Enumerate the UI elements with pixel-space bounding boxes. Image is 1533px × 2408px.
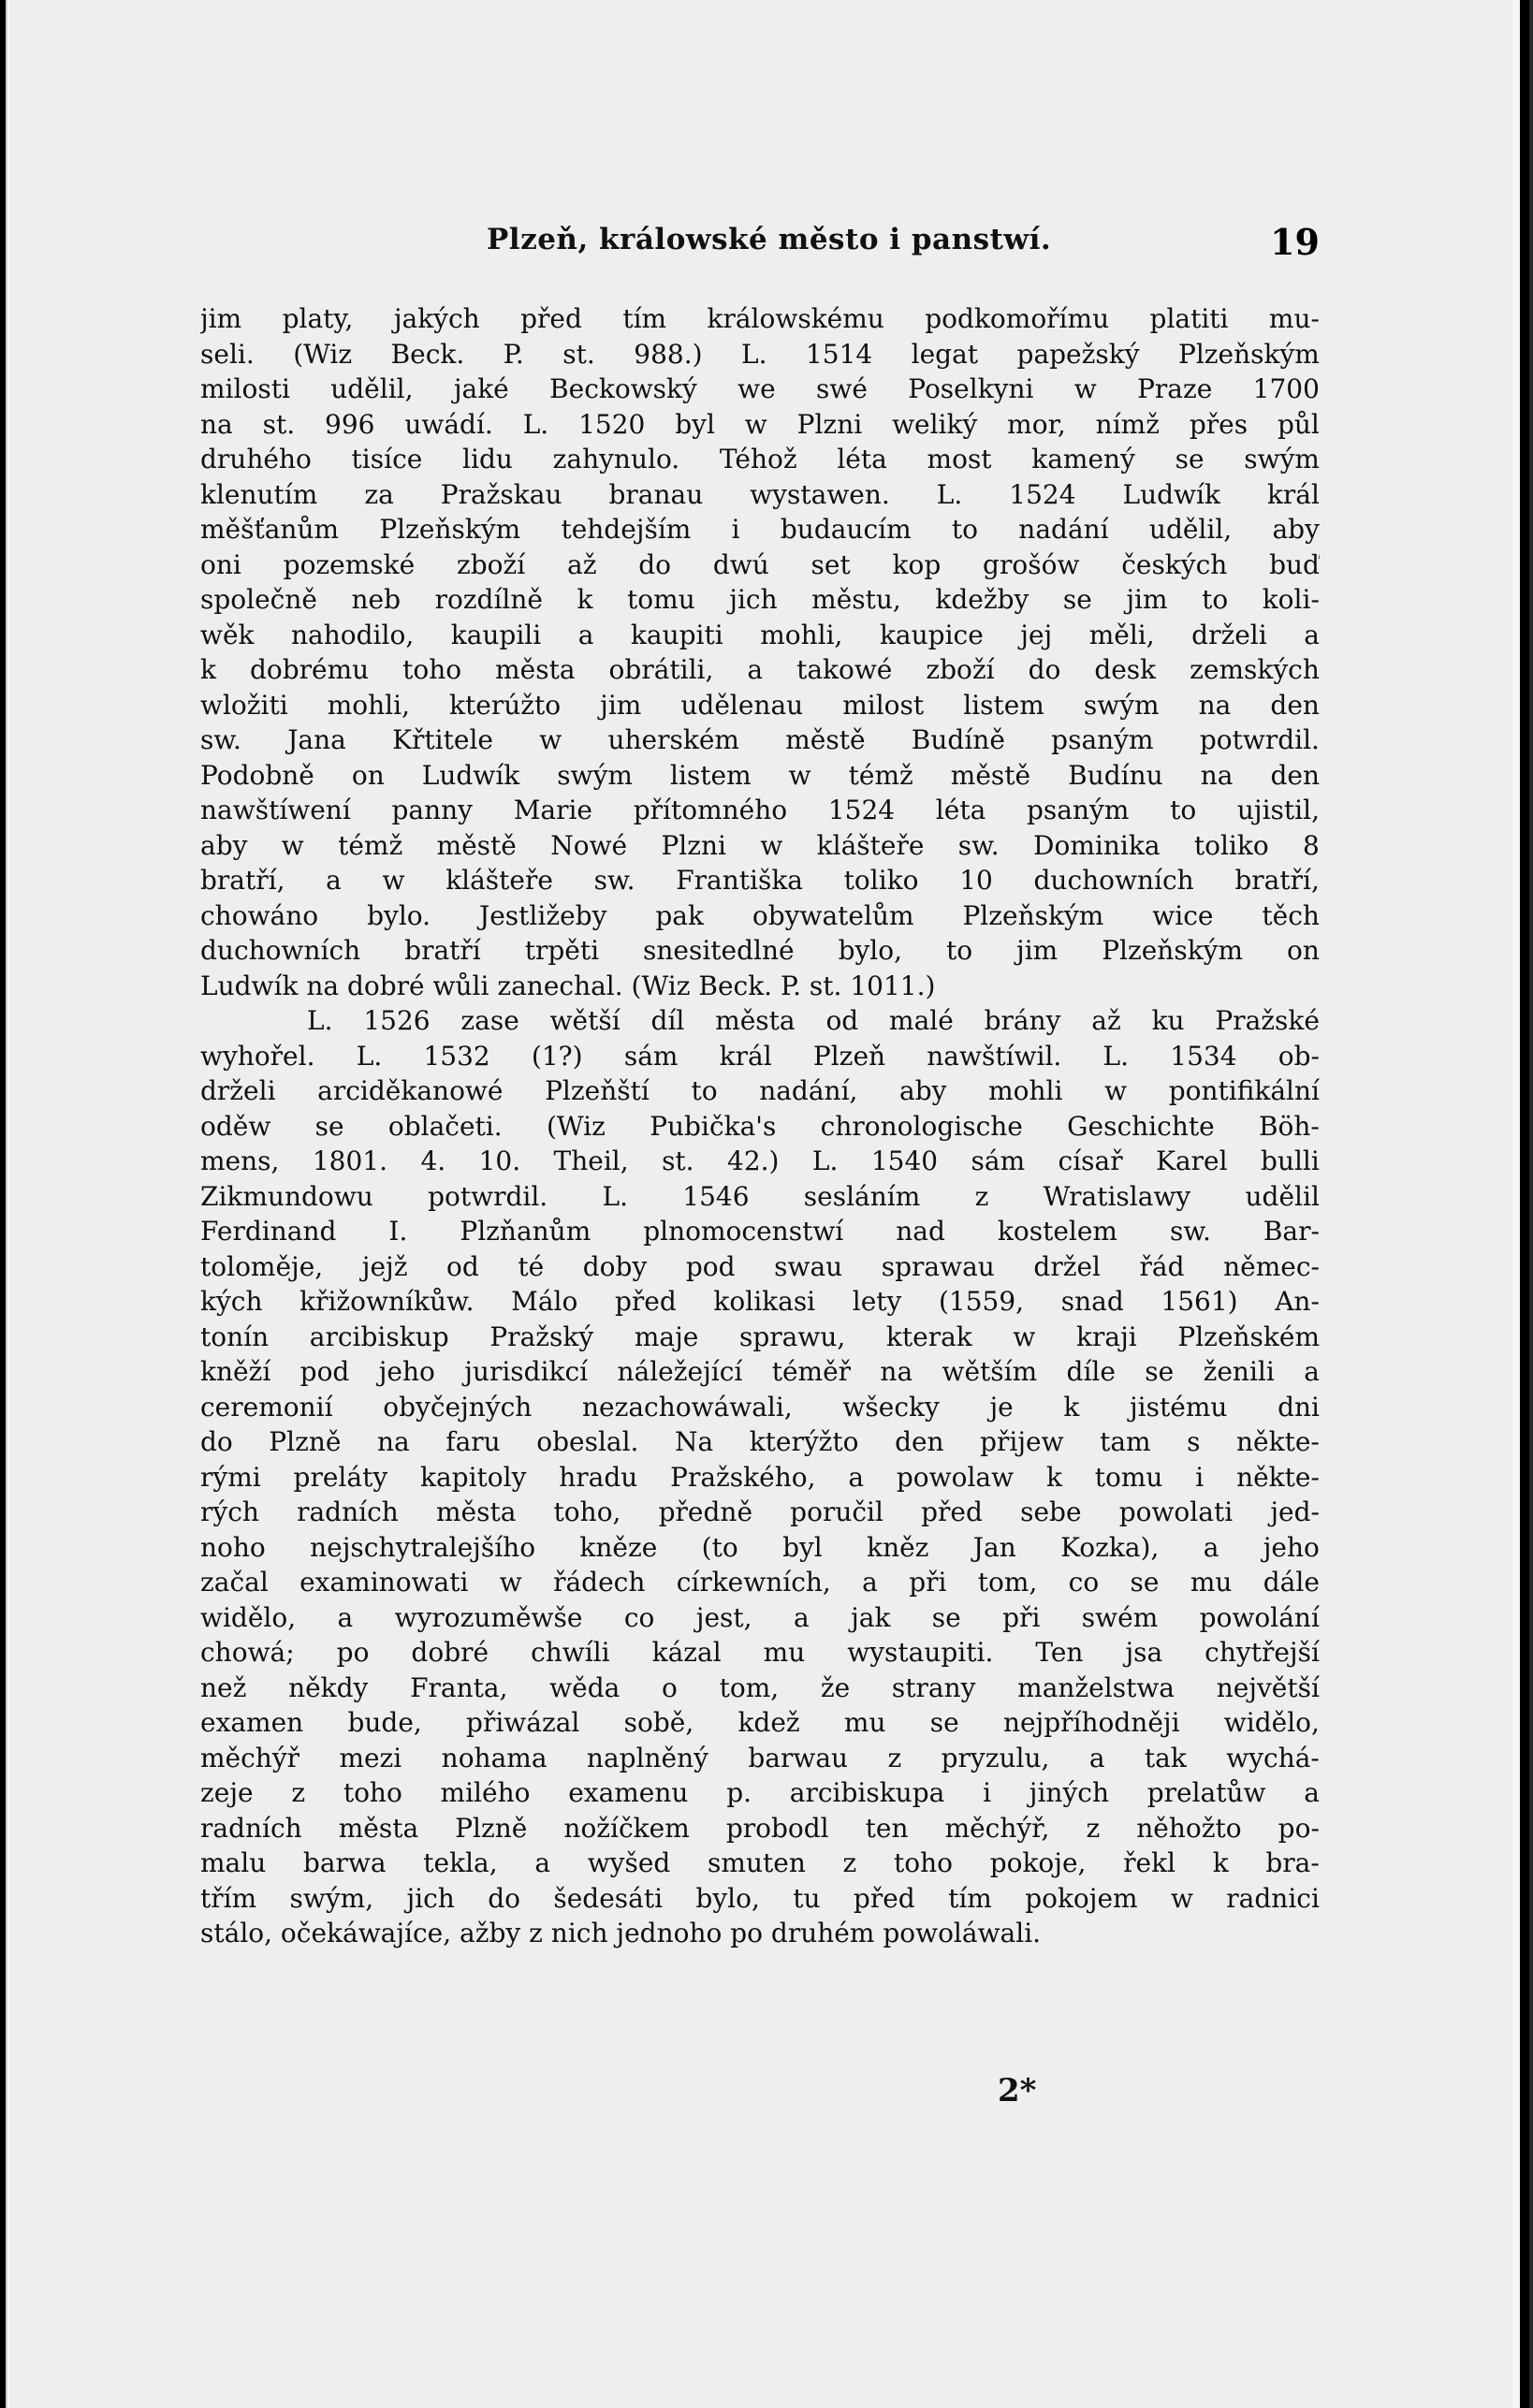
text-line: bratří, a w klášteře sw. Františka toliko 10 duchowních bratří,	[200, 865, 1320, 896]
text-line: zeje z toho milého examenu p. arcibiskupa i jiných prelatůw a	[200, 1777, 1320, 1808]
text-line: do Plzně na faru obeslal. Na kterýžto den přijew tam s někte-	[200, 1426, 1320, 1457]
text-line: začal examinowati w řádech církewních, a při tom, co se mu dále	[200, 1567, 1320, 1598]
paragraph-start-line: L. 1526 zase wětší díl města od malé brány až ku Pražské	[307, 1005, 1320, 1036]
text-line: rými preláty kapitoly hradu Pražského, a powolaw k tomu i někte-	[200, 1461, 1320, 1493]
text-line: kých křižowníkůw. Málo před kolikasi lety (1559, snad 1561) An-	[200, 1286, 1320, 1317]
printer-signature-mark: 2*	[998, 2072, 1037, 2109]
text-line: klenutím za Pražskau branau wystawen. L. 1524 Ludwík král	[200, 478, 1320, 510]
text-line: kněží pod jeho jurisdikcí náležející téměř na wětším díle se ženili a	[200, 1356, 1320, 1387]
text-line: widělo, a wyrozuměwše co jest, a jak se při swém powolání	[200, 1601, 1320, 1633]
text-line: měchýř mezi nohama naplněný barwau z pryzulu, a tak wychá-	[200, 1742, 1320, 1773]
text-line: rých radních města toho, předně poručil před sebe powolati jed-	[200, 1496, 1320, 1527]
paragraph-end-line: stálo, očekáwajíce, ažby z nich jednoho po druhém powoláwali.	[200, 1918, 1042, 1948]
text-line: jim platy, jakých před tím králowskému podkomořímu platiti mu-	[200, 303, 1320, 334]
text-line: třím swým, jich do šedesáti bylo, tu před tím pokojem w radnici	[200, 1882, 1320, 1914]
running-head: Plzeň, králowské město i panstwí.	[487, 223, 1052, 256]
text-line: noho nejschytralejšího kněze (to byl kněz Jan Kozka), a jeho	[200, 1531, 1320, 1563]
text-line: než někdy Franta, wěda o tom, že strany manželstwa největší	[200, 1671, 1320, 1703]
text-line: oděw se oblačeti. (Wiz Pubička's chronologische Geschichte Böh-	[200, 1110, 1320, 1142]
text-line: tonín arcibiskup Pražský maje sprawu, kterak w kraji Plzeňském	[200, 1321, 1320, 1352]
text-line: nawštíwení panny Marie přítomného 1524 léta psaným to ujistil,	[200, 795, 1320, 825]
text-line: wložiti mohli, kterúžto jim udělenau milost listem swým na den	[200, 689, 1320, 721]
body-text	[200, 301, 1320, 1951]
text-line: tolomějе, jejž od té doby pod swau sprawau držel řád němec-	[200, 1250, 1320, 1282]
text-line: examen bude, přiwázal sobě, kdež mu se nejpříhodněji widělo,	[200, 1707, 1320, 1738]
text-line: na st. 996 uwádí. L. 1520 byl w Plzni weliký mor, nímž přes půl	[200, 408, 1320, 440]
scan-left-edge	[0, 0, 9, 2408]
scan-right-edge	[1512, 0, 1533, 2408]
text-line: Zikmundowu potwrdil. L. 1546 sesláním z Wratislawy udělil	[200, 1180, 1320, 1212]
text-line: seli. (Wiz Beck. P. st. 988.) L. 1514 legat papežský Plzeňským	[200, 338, 1320, 370]
page-number: 19	[1270, 221, 1320, 263]
text-line: měšťanům Plzeňským tehdejším i budaucím to nadání udělil, aby	[200, 514, 1320, 545]
text-line: radních města Plzně nožíčkem probodl ten měchýř, z něhožto po-	[200, 1812, 1320, 1844]
text-line: wyhořel. L. 1532 (1?) sám král Plzeň nawštíwil. L. 1534 ob-	[200, 1040, 1320, 1072]
text-line: společně neb rozdílně k tomu jich městu, kdežby se jim to koli-	[200, 584, 1320, 615]
text-line: oni pozemské zboží až do dwú set kop grošów českých buď	[200, 548, 1320, 580]
text-line: k dobrému toho města obrátili, a takowé zboží do desk zemských	[200, 654, 1320, 685]
text-line: Ferdinand I. Plzňanům plnomocenstwí nad kostelem sw. Bar-	[200, 1216, 1320, 1247]
text-line: aby w témž městě Nowé Plzni w klášteře sw. Dominika toliko 8	[200, 829, 1320, 861]
text-line: Podobně on Ludwík swým listem w témž městě Budínu na den	[200, 759, 1320, 791]
text-line: malu barwa tekla, a wyšed smuten z toho pokoje, řekl k bra-	[200, 1847, 1320, 1878]
text-line: ceremonií obyčejných nezachowáwali, wšecky je k jistému dni	[200, 1391, 1320, 1423]
page-header	[200, 223, 1320, 279]
text-line: drželi arciděkanowé Plzeňští to nadání, aby mohli w pontifikální	[200, 1075, 1320, 1106]
text-line: chowá; po dobré chwíli kázal mu wystaupiti. Ten jsa chytřejší	[200, 1637, 1320, 1668]
text-line: wěk nahodilo, kaupili a kaupiti mohli, kaupice jej měli, drželi a	[200, 619, 1320, 650]
text-line: sw. Jana Křtitele w uherském městě Budíně psaným potwrdil.	[200, 724, 1320, 755]
text-line: milosti udělil, jaké Beckowský we swé Poselkyni w Praze 1700	[200, 373, 1320, 404]
text-line: duchowních bratří trpěti snesitedlné bylo, to jim Plzeňským on	[200, 935, 1320, 966]
text-line: chowáno bylo. Jestližeby pak obywatelům Plzeňským wice těch	[200, 899, 1320, 931]
text-line: mens, 1801. 4. 10. Theil, st. 42.) L. 1540 sám císař Karel bulli	[200, 1146, 1320, 1176]
paragraph-end-line: Ludwík na dobré wůli zanechal. (Wiz Beck. P. st. 1011.)	[200, 970, 936, 1001]
text-line: druhého tisíce lidu zahynulo. Téhož léta most kamený se swým	[200, 444, 1320, 474]
